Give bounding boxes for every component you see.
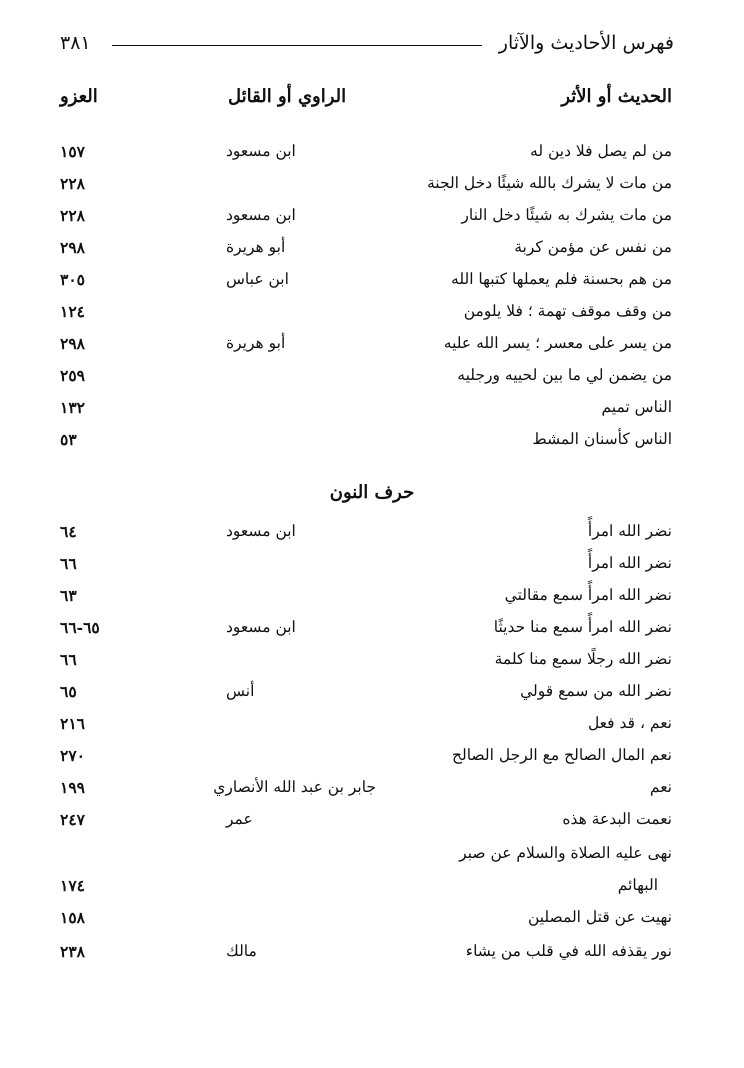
hadith-text: نهيت عن قتل المصلين (527, 908, 672, 926)
index-row (0, 650, 744, 682)
hadith-text: نعم المال الصالح مع الرجل الصالح (451, 746, 672, 764)
index-row (0, 430, 744, 462)
page-reference: ٦٥-٦٦ (60, 618, 100, 637)
index-row (0, 682, 744, 714)
page-reference: ١٢٤ (60, 302, 85, 321)
hadith-text: الناس تميم (601, 398, 672, 416)
index-row (0, 778, 744, 810)
page-reference: ٢٥٩ (60, 366, 85, 385)
narrator: ابن عباس (226, 270, 289, 288)
page-reference: ٢٧٠ (60, 746, 85, 765)
index-row (0, 618, 744, 650)
column-header-reference: العزو (60, 86, 98, 107)
narrator: أنس (226, 682, 255, 700)
page-reference: ٢٣٨ (60, 942, 85, 961)
narrator: ابن مسعود (226, 206, 296, 224)
narrator: ابن مسعود (226, 522, 296, 540)
page-reference: ٢٩٨ (60, 334, 85, 353)
hadith-text: نضر الله امرأً سمع منا حديثًا (493, 618, 672, 636)
index-row (0, 334, 744, 366)
narrator: مالك (226, 942, 257, 960)
index-row (0, 844, 744, 876)
index-row (0, 366, 744, 398)
page-reference: ٦٣ (60, 586, 77, 605)
page-reference: ٦٥ (60, 682, 77, 701)
section-title: حرف النون (329, 482, 415, 503)
hadith-text: نضر الله امرأً (587, 554, 672, 572)
page-reference: ١٥٧ (60, 142, 85, 161)
hadith-text: نور يقذفه الله في قلب من يشاء (465, 942, 672, 960)
hadith-text: من هم بحسنة فلم يعملها كتبها الله (451, 270, 672, 288)
narrator: أبو هريرة (226, 334, 286, 352)
page-reference: ١٥٨ (60, 908, 85, 927)
page-reference: ١٩٩ (60, 778, 85, 797)
hadith-text: البهائم (617, 876, 658, 894)
page-reference: ٣٠٥ (60, 270, 85, 289)
running-header-title: فهرس الأحاديث والآثار (498, 32, 674, 54)
column-header-hadith: الحديث أو الأثر (561, 86, 672, 107)
hadith-text: من مات لا يشرك بالله شيئًا دخل الجنة (426, 174, 672, 192)
hadith-text: نهى عليه الصلاة والسلام عن صبر (459, 844, 672, 862)
hadith-text: من وقف موقف تهمة ؛ فلا يلومن (463, 302, 672, 320)
running-header (60, 32, 674, 60)
index-row (0, 746, 744, 778)
index-row (0, 142, 744, 174)
hadith-text: نعم ، قد فعل (587, 714, 672, 732)
index-row (0, 554, 744, 586)
narrator: ابن مسعود (226, 618, 296, 636)
index-row (0, 206, 744, 238)
hadith-text: من مات يشرك به شيئًا دخل النار (461, 206, 672, 224)
hadith-text: من يضمن لي ما بين لحييه ورجليه (457, 366, 672, 384)
page-number: ٣٨١ (60, 32, 91, 54)
column-header-narrator: الراوي أو القائل (228, 86, 347, 107)
hadith-text: نعم (649, 778, 672, 796)
index-row (0, 238, 744, 270)
page-reference: ١٣٢ (60, 398, 85, 417)
index-row (0, 270, 744, 302)
page-reference: ٢٩٨ (60, 238, 85, 257)
header-rule (112, 45, 482, 46)
hadith-text: نضر الله امرأً سمع مقالتي (504, 586, 672, 604)
index-row (0, 810, 744, 842)
hadith-text: من يسر على معسر ؛ يسر الله عليه (443, 334, 672, 352)
index-row (0, 174, 744, 206)
page-reference: ٢٢٨ (60, 206, 85, 225)
index-row (0, 876, 744, 908)
index-row (0, 714, 744, 746)
hadith-text: من لم يصل فلا دين له (530, 142, 672, 160)
hadith-text: نعمت البدعة هذه (562, 810, 672, 828)
hadith-text: نضر الله رجلًا سمع منا كلمة (494, 650, 672, 668)
narrator: أبو هريرة (226, 238, 286, 256)
page-reference: ٦٤ (60, 522, 77, 541)
narrator: جابر بن عبد الله الأنصاري (213, 778, 376, 796)
hadith-text: نضر الله امرأً (587, 522, 672, 540)
page-reference: ١٧٤ (60, 876, 85, 895)
index-row (0, 398, 744, 430)
index-row (0, 302, 744, 334)
hadith-text: من نفس عن مؤمن كربة (514, 238, 672, 256)
page-reference: ٢٤٧ (60, 810, 85, 829)
index-row (0, 942, 744, 974)
hadith-text: نضر الله من سمع قولي (520, 682, 672, 700)
page-reference: ٥٣ (60, 430, 77, 449)
hadith-text: الناس كأسنان المشط (532, 430, 672, 448)
page-reference: ٢٢٨ (60, 174, 85, 193)
page-reference: ٢١٦ (60, 714, 85, 733)
index-row (0, 908, 744, 940)
page-reference: ٦٦ (60, 650, 77, 669)
index-row (0, 586, 744, 618)
narrator: عمر (226, 810, 253, 828)
narrator: ابن مسعود (226, 142, 296, 160)
page-reference: ٦٦ (60, 554, 77, 573)
index-row (0, 522, 744, 554)
